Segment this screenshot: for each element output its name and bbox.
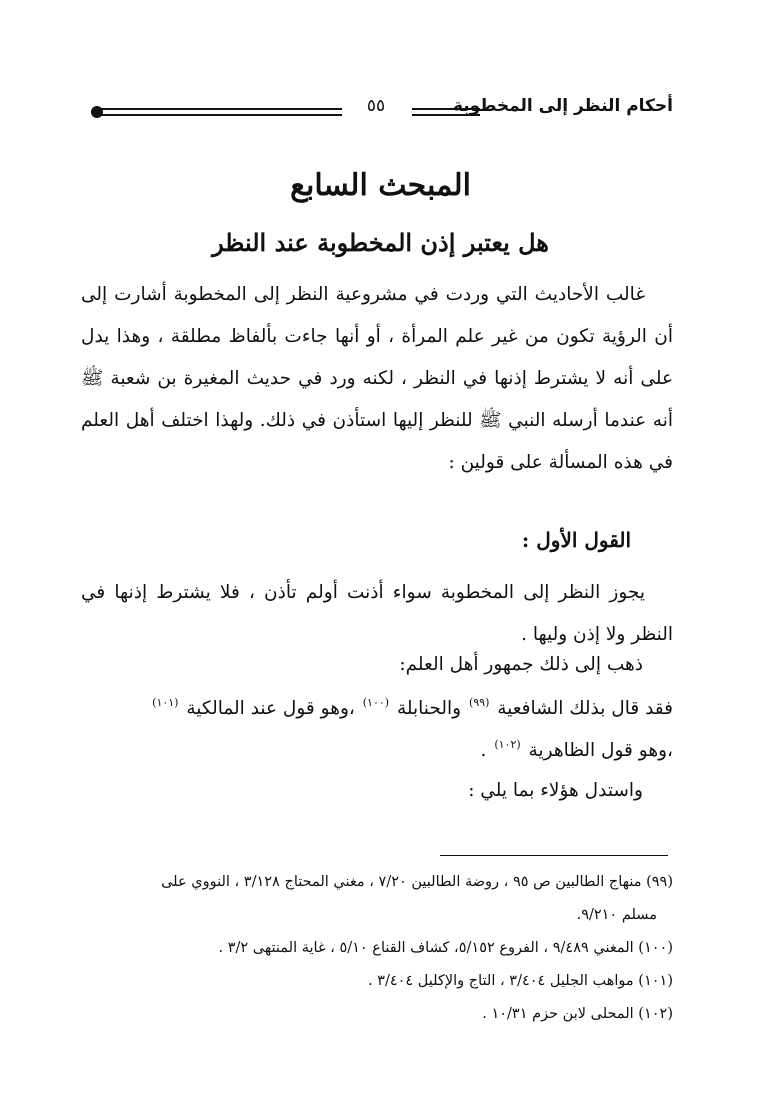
running-header-title: أحكام النظر إلى المخطوبة bbox=[452, 96, 673, 116]
intro-paragraph bbox=[81, 274, 673, 484]
footnote-99-continuation: مسلم ٩/٢١٠. bbox=[576, 907, 657, 923]
header-rule-short bbox=[412, 108, 480, 116]
footnote-ref-100[interactable]: (١٠٠) bbox=[362, 696, 390, 709]
page-number: ٥٥ bbox=[366, 96, 386, 116]
header-rule-end-dot bbox=[91, 106, 103, 118]
intro-paragraph-text: غالب الأحاديث التي وردت في مشروعية النظر إلى المخطوبة أشارت إلى أن الرؤية تكون من غير علم المرأة ، أو أنها جاءت بألفاظ مطلقة ، وهذا يدل على أنه لا يشترط إذنها في النظر ، لكنه ورد في حديث المغيرة بن شعبة ﷺ أنه عندما أرسله النبي ﷺ للنظر إليها استأذن في ذلك. ولهذا اختلف أهل العلم في هذه المسألة على قولين : bbox=[81, 284, 673, 473]
sources-end-period: . bbox=[480, 740, 487, 761]
footnote-ref-99[interactable]: (٩٩) bbox=[468, 696, 490, 709]
footnote-ref-102[interactable]: (١٠٢) bbox=[494, 738, 521, 751]
footnote-separator bbox=[440, 855, 668, 856]
footnote-ref-101[interactable]: (١٠١) bbox=[152, 696, 179, 709]
sources-line-2 bbox=[481, 738, 673, 761]
sources-zahiri: ،وهو قول الظاهرية bbox=[528, 740, 673, 761]
footnotes bbox=[81, 866, 673, 1031]
first-opinion-heading: القول الأول : bbox=[521, 528, 631, 552]
sources-maliki: ،وهو قول عند المالكية bbox=[186, 698, 355, 719]
first-opinion-statement-text: يجوز النظر إلى المخطوبة سواء أذنت أولم تأذن ، فلا يشترط إذنها في النظر ولا إذن وليها . bbox=[81, 582, 673, 645]
section-title: هل يعتبر إذن المخطوبة عند النظر bbox=[212, 228, 549, 257]
chapter-title: المبحث السابع bbox=[290, 168, 471, 203]
first-opinion-statement bbox=[81, 572, 673, 656]
evidence-intro-line: واستدل هؤلاء بما يلي : bbox=[468, 780, 643, 801]
footnote-100: (١٠٠) المغني ٩/٤٨٩ ، الفروع ٥/١٥٢، كشاف القناع ٥/١٠ ، غاية المنتهى ٣/٢ . bbox=[218, 940, 673, 956]
sources-line-1 bbox=[150, 696, 673, 719]
footnote-101: (١٠١) مواهب الجليل ٣/٤٠٤ ، التاج والإكليل ٣/٤٠٤ . bbox=[367, 973, 673, 989]
header-rule-long bbox=[100, 108, 342, 116]
footnote-102: (١٠٢) المحلى لابن حزم ١٠/٣١ . bbox=[482, 1006, 673, 1022]
footnote-99: (٩٩) منهاج الطالبين ص ٩٥ ، روضة الطالبين ٧/٢٠ ، مغني المحتاج ٣/١٢٨ ، النووي على bbox=[161, 874, 673, 890]
sources-shafii: فقد قال بذلك الشافعية bbox=[497, 698, 673, 719]
held-by-line: ذهب إلى ذلك جمهور أهل العلم: bbox=[399, 654, 643, 675]
sources-hanbali: والحنابلة bbox=[396, 698, 462, 719]
